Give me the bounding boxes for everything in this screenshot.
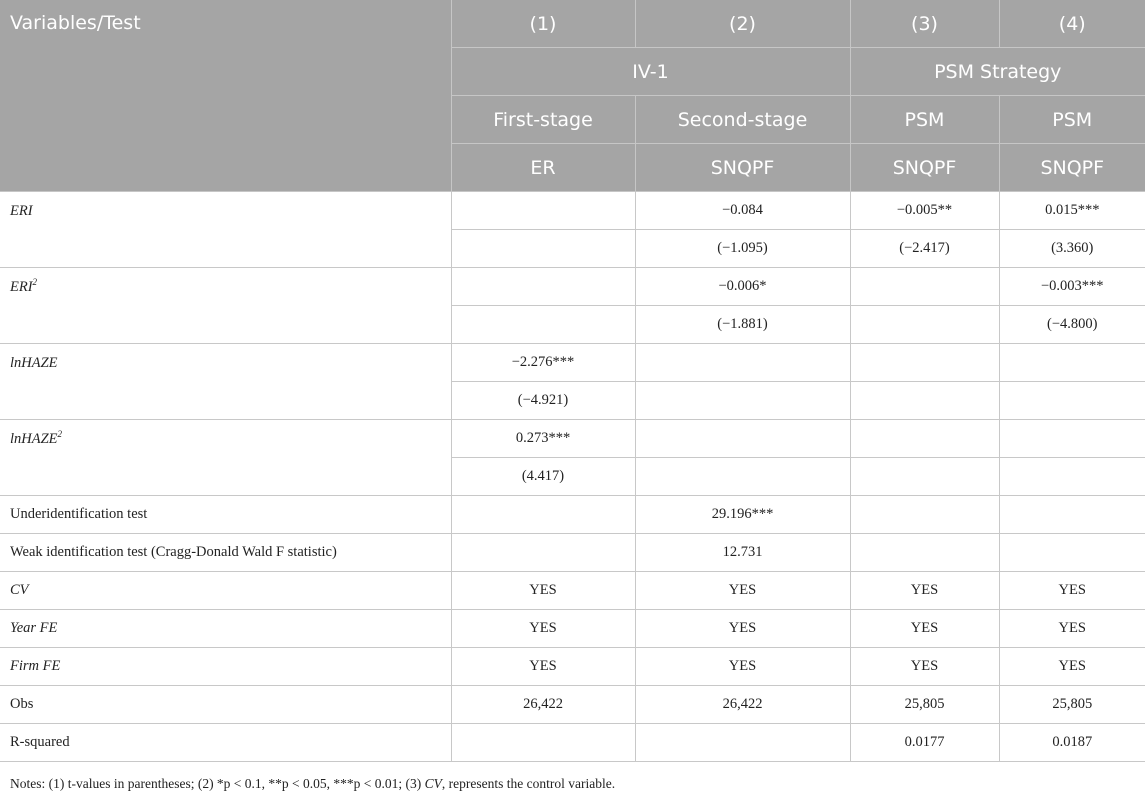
row-label-eri2-text: ERI: [10, 279, 33, 295]
row-label-eri-text: ERI: [10, 203, 33, 219]
row-label-obs: Obs: [0, 686, 451, 724]
cell: [999, 534, 1145, 572]
table-row-cv: [0, 572, 1145, 610]
cell: [999, 496, 1145, 534]
cell: (4.417): [451, 458, 635, 496]
cell: [451, 534, 635, 572]
cell: −0.003***: [999, 268, 1145, 306]
cell: YES: [635, 610, 850, 648]
cell: [850, 458, 999, 496]
cell: [850, 306, 999, 344]
cell: 12.731: [635, 534, 850, 572]
table-row-firmfe: [0, 648, 1145, 686]
cell: [635, 458, 850, 496]
cell: YES: [635, 648, 850, 686]
cell: 29.196***: [635, 496, 850, 534]
row-label-weakid: Weak identification test (Cragg-Donald Wald F statistic): [0, 534, 451, 572]
header-depvar-2: SNQPF: [635, 144, 850, 192]
header-col-2: (2): [635, 0, 850, 48]
row-label-lnhaze: [0, 344, 451, 420]
cell: (−2.417): [850, 230, 999, 268]
notes-cv: CV: [424, 776, 442, 791]
notes-text-1: Notes: (1) t-values in parentheses; (2) *p < 0.1, **p < 0.05, ***p < 0.01; (3): [10, 776, 425, 791]
cell: (−4.800): [999, 306, 1145, 344]
cell: −0.005**: [850, 192, 999, 230]
table-row-obs: [0, 686, 1145, 724]
header-col-1: (1): [451, 0, 635, 48]
cell: (−4.921): [451, 382, 635, 420]
cell: [635, 382, 850, 420]
cell: YES: [850, 610, 999, 648]
cell: −0.084: [635, 192, 850, 230]
cell: YES: [850, 572, 999, 610]
cell: YES: [999, 648, 1145, 686]
table-notes: [10, 776, 615, 792]
row-label-lnhaze-text: lnHAZE: [10, 355, 58, 371]
table-row-yearfe: [0, 610, 1145, 648]
cell: 0.273***: [451, 420, 635, 458]
cell: [451, 192, 635, 230]
row-label-eri2-sup: 2: [32, 277, 38, 288]
header-col-4: (4): [999, 0, 1145, 48]
cell: 0.015***: [999, 192, 1145, 230]
header-group-iv1: IV-1: [451, 48, 850, 96]
header-depvar-3: SNQPF: [850, 144, 999, 192]
row-label-firmfe: Firm FE: [0, 648, 451, 686]
table-row-eri2-coef: [0, 268, 1145, 306]
cell: YES: [850, 648, 999, 686]
row-label-lnhaze2-text: lnHAZE: [10, 431, 58, 447]
cell: YES: [999, 610, 1145, 648]
cell: 0.0187: [999, 724, 1145, 762]
table-row-weakid: [0, 534, 1145, 572]
row-label-lnhaze2: [0, 420, 451, 496]
table-body: [0, 192, 1145, 762]
cell: [850, 534, 999, 572]
row-label-eri2: [0, 268, 451, 344]
cell: 26,422: [451, 686, 635, 724]
notes-text-2: , represents the control variable.: [441, 776, 616, 791]
table-row-eri-coef: [0, 192, 1145, 230]
cell: (−1.881): [635, 306, 850, 344]
header-stage-2: Second-stage: [635, 96, 850, 144]
header-depvar-4: SNQPF: [999, 144, 1145, 192]
cell: [451, 306, 635, 344]
cell: [850, 268, 999, 306]
cell: −2.276***: [451, 344, 635, 382]
table-row-underid: [0, 496, 1145, 534]
header-variables-test: Variables/Test: [0, 0, 451, 192]
cell: [850, 382, 999, 420]
cell: [850, 420, 999, 458]
table-row-lnhaze2-coef: [0, 420, 1145, 458]
cell: [999, 382, 1145, 420]
cell: [451, 268, 635, 306]
cell: 25,805: [999, 686, 1145, 724]
header-row-columns: [0, 0, 1145, 48]
cell: 26,422: [635, 686, 850, 724]
row-label-r2: R-squared: [0, 724, 451, 762]
table-header: [0, 0, 1145, 192]
header-stage-4: PSM: [999, 96, 1145, 144]
row-label-underid: Underidentification test: [0, 496, 451, 534]
row-label-lnhaze2-sup: 2: [57, 429, 63, 440]
cell: [451, 496, 635, 534]
header-group-psm: PSM Strategy: [850, 48, 1145, 96]
cell: [451, 230, 635, 268]
cell: (−1.095): [635, 230, 850, 268]
cell: YES: [451, 610, 635, 648]
cell: [850, 496, 999, 534]
cell: [635, 344, 850, 382]
cell: [999, 344, 1145, 382]
row-label-cv: CV: [0, 572, 451, 610]
header-stage-3: PSM: [850, 96, 999, 144]
cell: [451, 724, 635, 762]
cell: YES: [635, 572, 850, 610]
cell: (3.360): [999, 230, 1145, 268]
table-row-lnhaze-coef: [0, 344, 1145, 382]
cell: [850, 344, 999, 382]
cell: 25,805: [850, 686, 999, 724]
header-depvar-1: ER: [451, 144, 635, 192]
cell: −0.006*: [635, 268, 850, 306]
header-col-3: (3): [850, 0, 999, 48]
cell: [635, 420, 850, 458]
table-row-r2: [0, 724, 1145, 762]
row-label-eri: [0, 192, 451, 268]
cell: [635, 724, 850, 762]
cell: [999, 458, 1145, 496]
cell: 0.0177: [850, 724, 999, 762]
cell: YES: [999, 572, 1145, 610]
cell: [999, 420, 1145, 458]
cell: YES: [451, 648, 635, 686]
row-label-yearfe: Year FE: [0, 610, 451, 648]
cell: YES: [451, 572, 635, 610]
header-stage-1: First-stage: [451, 96, 635, 144]
